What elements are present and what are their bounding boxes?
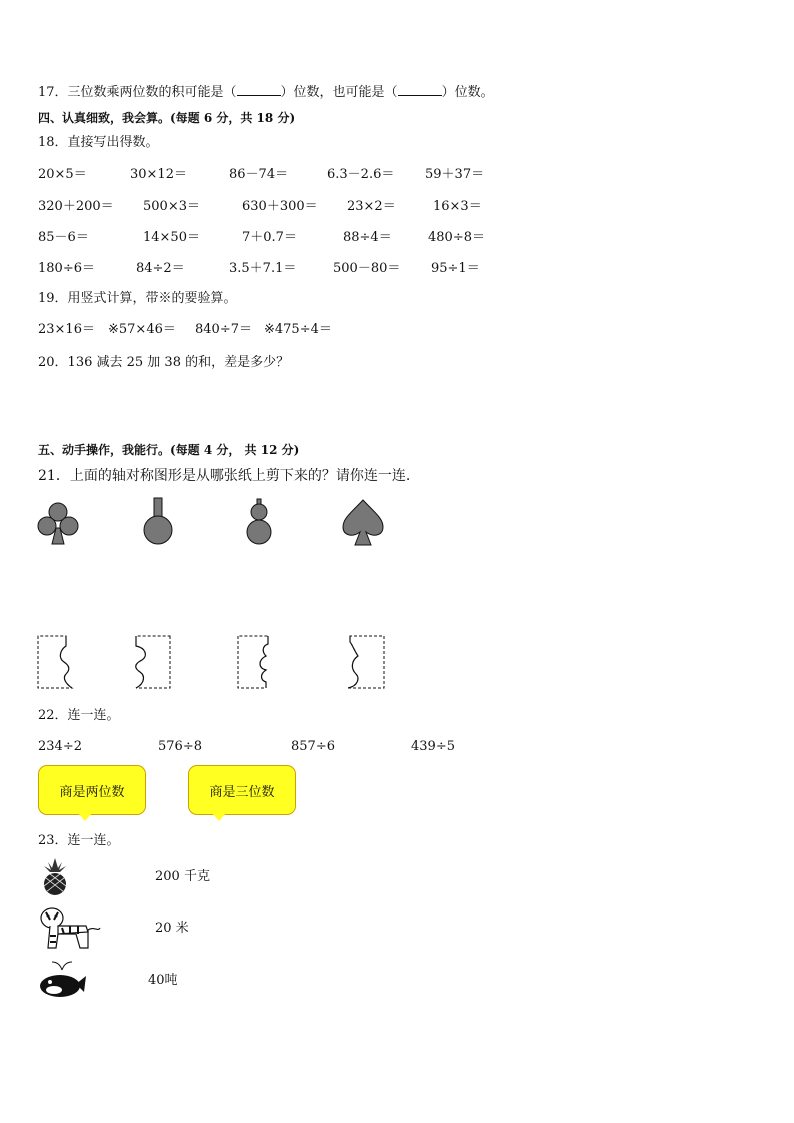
question-18: 18．直接写出得数。 — [38, 135, 159, 150]
paper-template-2[interactable] — [130, 634, 176, 690]
calc-r1c5: 59＋37＝ — [425, 167, 485, 182]
calc-r2c3: 630＋300＝ — [242, 199, 318, 214]
q23-label-200kg[interactable]: 200 千克 — [155, 869, 210, 884]
calc-r3c2: 14×50＝ — [143, 230, 200, 245]
club-icon — [36, 500, 80, 548]
q17-text-a: 17．三位数乘两位数的积可能是（ — [38, 85, 237, 100]
spade-icon — [340, 498, 386, 548]
calc-r2c1: 320＋200＝ — [38, 199, 114, 214]
q22-item-1[interactable]: 234÷2 — [38, 739, 82, 754]
answer-blank-2[interactable] — [398, 84, 442, 96]
tiger-icon[interactable] — [36, 904, 102, 952]
question-22: 22．连一连。 — [38, 708, 120, 723]
q23-label-20m[interactable]: 20 米 — [155, 921, 189, 936]
calc-r4c5: 95÷1＝ — [431, 261, 480, 276]
q17-text-c: ）位数。 — [441, 85, 494, 100]
q22-item-4[interactable]: 439÷5 — [411, 739, 455, 754]
vase-icon — [140, 496, 176, 548]
q22-item-2[interactable]: 576÷8 — [158, 739, 202, 754]
calc-r4c3: 3.5＋7.1＝ — [229, 261, 297, 276]
bubble-two-digit-quotient[interactable]: 商是两位数 — [38, 765, 146, 815]
question-21: 21．上面的轴对称图形是从哪张纸上剪下来的？请你连一连. — [38, 468, 411, 484]
calc-r2c4: 23×2＝ — [347, 199, 396, 214]
paper-template-4[interactable] — [344, 634, 390, 690]
bubble-three-digit-quotient[interactable]: 商是三位数 — [188, 765, 296, 815]
question-17 — [38, 84, 494, 101]
calc-r3c1: 85－6＝ — [38, 230, 89, 245]
paper-template-1[interactable] — [36, 634, 80, 690]
question-19: 19．用竖式计算，带※的要验算。 — [38, 291, 237, 306]
calc-r1c2: 30×12＝ — [130, 167, 187, 182]
calc-r3c3: 7＋0.7＝ — [242, 230, 297, 245]
calc-r1c4: 6.3－2.6＝ — [327, 167, 395, 182]
calc-r3c5: 480÷8＝ — [428, 230, 485, 245]
q19-item-1: 23×16＝ — [38, 322, 95, 337]
calc-r4c2: 84÷2＝ — [136, 261, 185, 276]
pineapple-icon[interactable] — [38, 856, 72, 896]
question-20: 20．136 减去 25 加 38 的和，差是多少？ — [38, 355, 290, 370]
whale-icon[interactable] — [36, 958, 88, 1000]
answer-blank-1[interactable] — [237, 84, 281, 96]
calc-r4c1: 180÷6＝ — [38, 261, 95, 276]
calc-r2c5: 16×3＝ — [433, 199, 482, 214]
q19-item-3: 840÷7＝ — [195, 322, 252, 337]
calc-r1c1: 20×5＝ — [38, 167, 87, 182]
bubble-tail-2 — [212, 813, 226, 821]
paper-template-3[interactable] — [236, 634, 282, 690]
calc-r4c4: 500－80＝ — [333, 261, 401, 276]
calc-r1c3: 86－74＝ — [229, 167, 289, 182]
question-23: 23．连一连。 — [38, 833, 120, 848]
calc-r2c2: 500×3＝ — [143, 199, 200, 214]
section-4-heading: 四、认真细致，我会算。(每题 6 分，共 18 分) — [38, 111, 296, 125]
calc-r3c4: 88÷4＝ — [343, 230, 392, 245]
section-5-heading: 五、动手操作，我能行。(每题 4 分， 共 12 分) — [38, 443, 300, 457]
bubble-tail-1 — [78, 813, 92, 821]
q17-text-b: ）位数，也可能是（ — [280, 85, 398, 100]
q22-item-3[interactable]: 857÷6 — [291, 739, 335, 754]
gourd-icon — [242, 498, 276, 548]
q19-item-4: ※475÷4＝ — [264, 322, 332, 337]
q23-label-40t[interactable]: 40吨 — [148, 973, 178, 988]
q19-item-2: ※57×46＝ — [108, 322, 176, 337]
